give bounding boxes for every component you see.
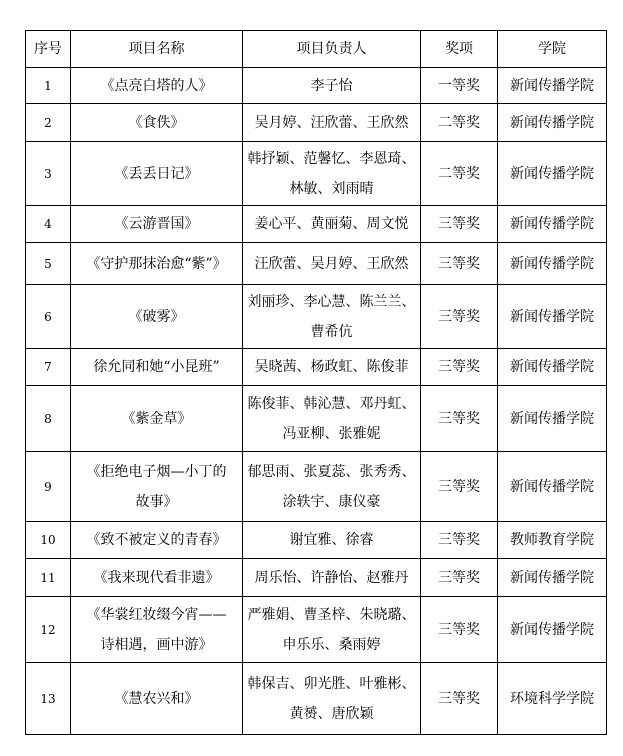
- cell-project: 《致不被定义的青春》: [71, 522, 243, 559]
- cell-project: 《破雾》: [71, 285, 243, 349]
- cell-college: 新闻传播学院: [498, 386, 607, 452]
- cell-no: 2: [26, 104, 71, 142]
- cell-award: 三等奖: [421, 663, 498, 735]
- cell-leaders: 李子怡: [243, 68, 421, 104]
- cell-award: 三等奖: [421, 522, 498, 559]
- cell-project: 《我来现代看非遗》: [71, 559, 243, 597]
- table-row: [26, 349, 607, 386]
- cell-no: 3: [26, 142, 71, 206]
- cell-leaders: 汪欣蕾、吴月婷、王欣然: [243, 243, 421, 285]
- awards-table: [25, 30, 607, 735]
- header-award: 奖项: [421, 31, 498, 68]
- header-leaders: 项目负责人: [243, 31, 421, 68]
- cell-leaders: 陈俊菲、韩沁慧、邓丹虹、 冯亚柳、张雅妮: [243, 386, 421, 452]
- cell-award: 二等奖: [421, 104, 498, 142]
- table-row: [26, 206, 607, 243]
- cell-no: 12: [26, 597, 71, 663]
- cell-no: 10: [26, 522, 71, 559]
- cell-college: 环境科学学院: [498, 663, 607, 735]
- table-row: [26, 104, 607, 142]
- cell-award: 三等奖: [421, 452, 498, 522]
- cell-leaders: 韩抒颖、范馨忆、李恩琦、 林敏、刘雨晴: [243, 142, 421, 206]
- cell-project: 《点亮白塔的人》: [71, 68, 243, 104]
- cell-no: 5: [26, 243, 71, 285]
- cell-leaders: 刘丽珍、李心慧、陈兰兰、 曹希伉: [243, 285, 421, 349]
- cell-award: 三等奖: [421, 285, 498, 349]
- cell-no: 9: [26, 452, 71, 522]
- cell-project: 《慧农兴和》: [71, 663, 243, 735]
- cell-leaders: 周乐怡、许静怡、赵雅丹: [243, 559, 421, 597]
- cell-award: 三等奖: [421, 559, 498, 597]
- table-header-row: [26, 31, 607, 68]
- cell-project: 《拒绝电子烟—小丁的 故事》: [71, 452, 243, 522]
- cell-award: 三等奖: [421, 386, 498, 452]
- cell-college: 新闻传播学院: [498, 452, 607, 522]
- table-row: [26, 142, 607, 206]
- cell-award: 一等奖: [421, 68, 498, 104]
- table-row: [26, 663, 607, 735]
- cell-project: 《守护那抹治愈“紫”》: [71, 243, 243, 285]
- cell-leaders: 吴月婷、汪欣蕾、王欣然: [243, 104, 421, 142]
- cell-leaders: 韩保吉、卯光胜、叶雅彬、 黄赟、唐欣颖: [243, 663, 421, 735]
- cell-college: 新闻传播学院: [498, 104, 607, 142]
- cell-college: 新闻传播学院: [498, 243, 607, 285]
- cell-leaders: 谢宜雅、徐睿: [243, 522, 421, 559]
- cell-college: 教师教育学院: [498, 522, 607, 559]
- cell-college: 新闻传播学院: [498, 597, 607, 663]
- cell-project: 《华裳红妆缀今宵—— 诗相遇，画中游》: [71, 597, 243, 663]
- cell-project: 《云游晋国》: [71, 206, 243, 243]
- table-row: [26, 243, 607, 285]
- table-row: [26, 452, 607, 522]
- cell-project: 《丢丢日记》: [71, 142, 243, 206]
- table-row: [26, 559, 607, 597]
- cell-leaders: 严雅娟、曹圣梓、朱晓璐、 申乐乐、桑雨婷: [243, 597, 421, 663]
- table-row: [26, 522, 607, 559]
- table-row: [26, 597, 607, 663]
- cell-college: 新闻传播学院: [498, 285, 607, 349]
- cell-award: 三等奖: [421, 349, 498, 386]
- cell-no: 13: [26, 663, 71, 735]
- cell-no: 8: [26, 386, 71, 452]
- cell-no: 11: [26, 559, 71, 597]
- cell-college: 新闻传播学院: [498, 349, 607, 386]
- cell-project: 《食佚》: [71, 104, 243, 142]
- cell-award: 三等奖: [421, 206, 498, 243]
- cell-leaders: 姜心平、黄丽菊、周文悦: [243, 206, 421, 243]
- header-no: 序号: [26, 31, 71, 68]
- cell-no: 1: [26, 68, 71, 104]
- cell-award: 三等奖: [421, 243, 498, 285]
- cell-college: 新闻传播学院: [498, 142, 607, 206]
- cell-award: 三等奖: [421, 597, 498, 663]
- cell-no: 4: [26, 206, 71, 243]
- header-project: 项目名称: [71, 31, 243, 68]
- cell-college: 新闻传播学院: [498, 68, 607, 104]
- cell-award: 二等奖: [421, 142, 498, 206]
- cell-college: 新闻传播学院: [498, 206, 607, 243]
- table-row: [26, 285, 607, 349]
- cell-college: 新闻传播学院: [498, 559, 607, 597]
- table-row: [26, 386, 607, 452]
- cell-project: 徐允同和她“小昆班”: [71, 349, 243, 386]
- cell-no: 7: [26, 349, 71, 386]
- header-college: 学院: [498, 31, 607, 68]
- cell-leaders: 吴晓茜、杨政虹、陈俊菲: [243, 349, 421, 386]
- cell-no: 6: [26, 285, 71, 349]
- cell-leaders: 郁思雨、张夏蕊、张秀秀、 涂轶宇、康仪豪: [243, 452, 421, 522]
- table-row: [26, 68, 607, 104]
- cell-project: 《紫金草》: [71, 386, 243, 452]
